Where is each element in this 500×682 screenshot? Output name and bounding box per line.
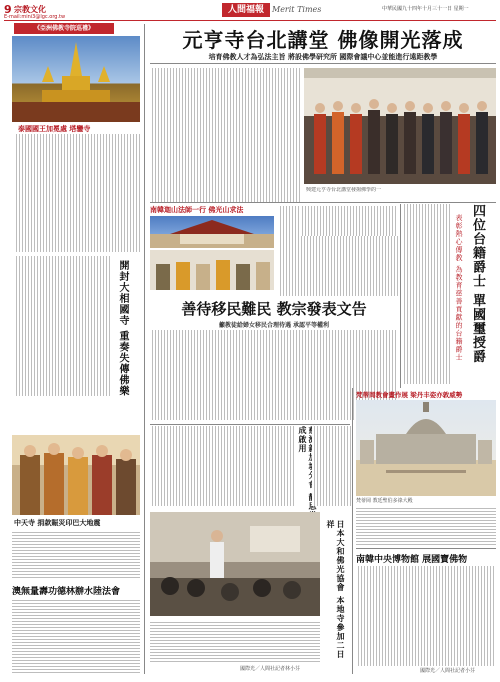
masthead-logo-en: Merit Times (272, 5, 322, 14)
xiangguo-headline: 開封大相國寺 重奏失傳佛樂 (117, 260, 128, 397)
knighthood-subhead: 表彰熱心傳教 為教育慈善貢獻的台籍爵士 (455, 214, 463, 362)
stupa-article-text (14, 134, 140, 252)
vatican-photo-caption: 梵蒂岡 教廷聖伯多祿大殿 (356, 498, 413, 504)
pope-headline: 善待移民難民 教宗發表文告 (181, 300, 367, 318)
singapore-article-text (150, 426, 294, 506)
lecture-photo (150, 512, 320, 616)
vatican-article-text (356, 506, 496, 546)
korea-museum-text (356, 566, 496, 666)
footer-credit-right: 國際光／人間社記者小芬 (420, 668, 476, 674)
main-subhead: 培育佛教人才為弘法主旨 將設佛學研究所 國際會議中心並能進行遠距教學 (208, 53, 438, 61)
zhongtian-article-text (12, 530, 140, 580)
korea-monks-caption: 南韓迦山法師一行 佛光山求法 (150, 205, 244, 214)
yamato-headline: 日本大和佛光協會 本地寺參加二日祥 (326, 520, 346, 659)
korea-monks-photo-bottom (150, 250, 274, 290)
section-rule-2 (150, 424, 350, 425)
footer-credit: 國際光／人間社記者林小芬 (240, 666, 301, 672)
ceremony-photo (304, 68, 496, 184)
vatican-painting (356, 400, 496, 496)
column-rule-left (144, 24, 145, 674)
shuilu-article-text (12, 598, 140, 674)
zhongtian-temple-photo (12, 435, 140, 515)
knighthood-article-text (402, 204, 450, 384)
yamato-article-text (150, 620, 320, 662)
korea-monks-photo-top (150, 216, 274, 248)
main-article-text-2 (300, 206, 398, 236)
column-rule-mid (352, 388, 353, 674)
korea-museum-headline: 南韓中央博物館 展國寶佛物 (356, 555, 468, 565)
vatican-exhibit-caption: 梵蒂岡教會畫作展 梁丹丰姿亦敦威勢 (356, 391, 463, 399)
section-rule-1 (150, 202, 496, 203)
left-column-text (14, 256, 110, 396)
main-subhead-rule (150, 63, 496, 64)
page-number: 9 (4, 3, 12, 16)
section-rule-3 (356, 548, 496, 549)
caption-zhongtian: 中天寺 捐款賑災印巴大地震 (14, 518, 101, 527)
ceremony-photo-caption: 興建元亨寺台北講堂發揚佛學的一 (306, 187, 382, 193)
singapore-article-text-2 (312, 426, 352, 506)
masthead-logo: 人間福報 (222, 3, 270, 17)
main-headline: 元亨寺台北講堂 佛像開光落成 (182, 28, 464, 52)
pope-subhead: 籲教徒給婦女移民合理待遇 承認平等權利 (218, 322, 330, 329)
knighthood-headline: 四位台籍爵士 單國璽授爵 (470, 204, 485, 364)
header-rule (4, 20, 496, 21)
header-date: 中華民國九十四年十月三十一日 星期一 (382, 6, 469, 12)
singapore-headline: 靜思堂落成啟用 (298, 426, 318, 529)
shuilu-headline: 澳無量壽功德林辦水陸法會 (12, 587, 121, 597)
header-email: E-mail:mini3@lgc.org.tw (4, 14, 66, 20)
section-title: 宗教文化 (14, 5, 46, 14)
temple-tour-badge: 《亞洲佛教寺院巡禮》 (14, 23, 114, 34)
golden-stupa-photo (12, 36, 140, 122)
main-article-text (150, 68, 300, 202)
column-rule-right (400, 204, 401, 388)
caption-stupa: 泰國國王加冕處 塔鑾寺 (18, 124, 91, 133)
